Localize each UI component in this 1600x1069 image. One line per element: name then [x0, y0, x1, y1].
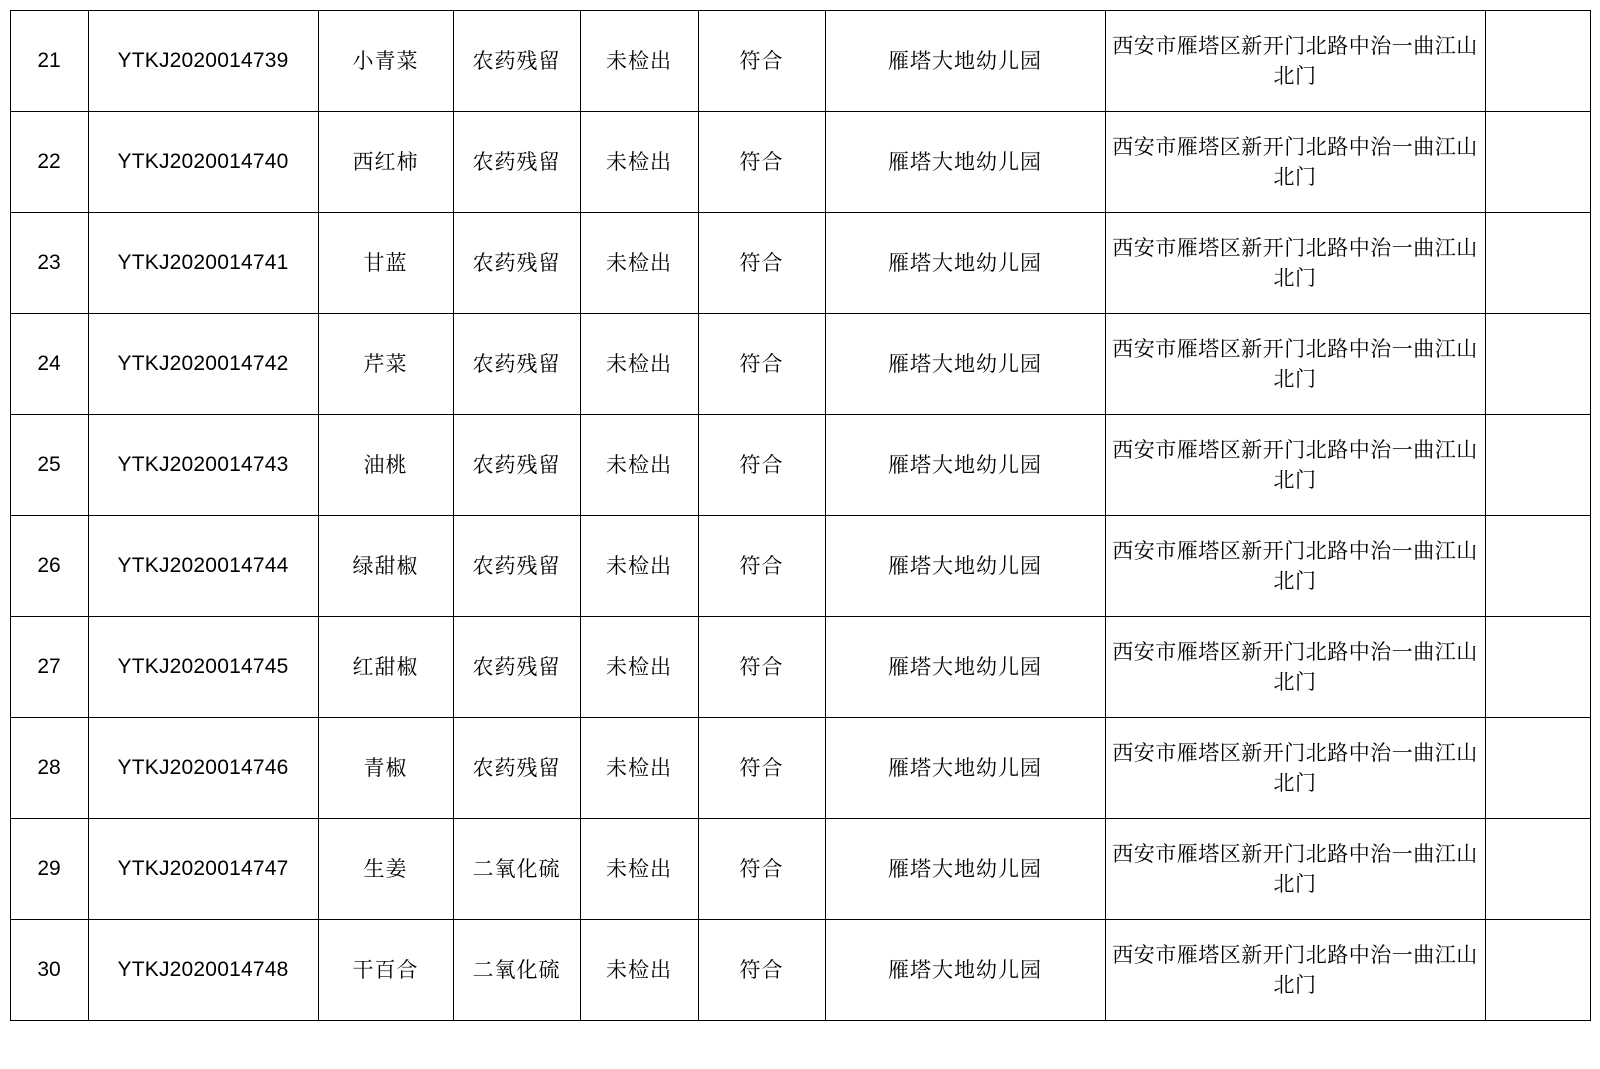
- cell-test-result: 未检出: [580, 718, 698, 819]
- cell-inspected-unit: 雁塔大地幼儿园: [825, 617, 1105, 718]
- cell-sample-name: 油桃: [318, 415, 453, 516]
- cell-test-result: 未检出: [580, 516, 698, 617]
- cell-index: 22: [10, 112, 88, 213]
- cell-remark: [1485, 516, 1590, 617]
- cell-address: 西安市雁塔区新开门北路中治一曲江山北门: [1105, 314, 1485, 415]
- table-row: [10, 314, 1590, 415]
- cell-inspected-unit: 雁塔大地幼儿园: [825, 920, 1105, 1021]
- cell-test-item: 农药残留: [453, 415, 580, 516]
- cell-address: 西安市雁塔区新开门北路中治一曲江山北门: [1105, 213, 1485, 314]
- cell-remark: [1485, 819, 1590, 920]
- cell-inspected-unit: 雁塔大地幼儿园: [825, 11, 1105, 112]
- cell-test-result: 未检出: [580, 112, 698, 213]
- cell-sample-code: YTKJ2020014739: [88, 11, 318, 112]
- cell-verdict: 符合: [698, 516, 825, 617]
- cell-sample-code: YTKJ2020014747: [88, 819, 318, 920]
- cell-sample-name: 绿甜椒: [318, 516, 453, 617]
- cell-remark: [1485, 617, 1590, 718]
- table-row: [10, 213, 1590, 314]
- cell-verdict: 符合: [698, 213, 825, 314]
- cell-verdict: 符合: [698, 112, 825, 213]
- cell-test-result: 未检出: [580, 314, 698, 415]
- cell-sample-code: YTKJ2020014744: [88, 516, 318, 617]
- cell-remark: [1485, 415, 1590, 516]
- cell-test-result: 未检出: [580, 415, 698, 516]
- table-row: [10, 11, 1590, 112]
- cell-address: 西安市雁塔区新开门北路中治一曲江山北门: [1105, 516, 1485, 617]
- cell-address: 西安市雁塔区新开门北路中治一曲江山北门: [1105, 718, 1485, 819]
- cell-test-item: 农药残留: [453, 718, 580, 819]
- table-row: [10, 819, 1590, 920]
- cell-sample-code: YTKJ2020014743: [88, 415, 318, 516]
- cell-remark: [1485, 314, 1590, 415]
- cell-test-result: 未检出: [580, 819, 698, 920]
- cell-inspected-unit: 雁塔大地幼儿园: [825, 415, 1105, 516]
- cell-sample-code: YTKJ2020014742: [88, 314, 318, 415]
- cell-index: 25: [10, 415, 88, 516]
- cell-sample-code: YTKJ2020014745: [88, 617, 318, 718]
- cell-sample-name: 青椒: [318, 718, 453, 819]
- table-row: [10, 516, 1590, 617]
- cell-test-item: 二氧化硫: [453, 819, 580, 920]
- cell-inspected-unit: 雁塔大地幼儿园: [825, 819, 1105, 920]
- cell-sample-name: 芹菜: [318, 314, 453, 415]
- cell-remark: [1485, 718, 1590, 819]
- cell-index: 21: [10, 11, 88, 112]
- table-row: [10, 718, 1590, 819]
- cell-verdict: 符合: [698, 415, 825, 516]
- cell-remark: [1485, 213, 1590, 314]
- cell-test-item: 农药残留: [453, 213, 580, 314]
- cell-address: 西安市雁塔区新开门北路中治一曲江山北门: [1105, 112, 1485, 213]
- cell-test-item: 农药残留: [453, 516, 580, 617]
- cell-test-result: 未检出: [580, 11, 698, 112]
- cell-verdict: 符合: [698, 718, 825, 819]
- cell-address: 西安市雁塔区新开门北路中治一曲江山北门: [1105, 617, 1485, 718]
- cell-address: 西安市雁塔区新开门北路中治一曲江山北门: [1105, 415, 1485, 516]
- cell-verdict: 符合: [698, 314, 825, 415]
- cell-address: 西安市雁塔区新开门北路中治一曲江山北门: [1105, 11, 1485, 112]
- cell-sample-name: 甘蓝: [318, 213, 453, 314]
- cell-verdict: 符合: [698, 920, 825, 1021]
- cell-index: 23: [10, 213, 88, 314]
- cell-sample-name: 西红柿: [318, 112, 453, 213]
- cell-test-item: 农药残留: [453, 617, 580, 718]
- cell-test-item: 农药残留: [453, 314, 580, 415]
- cell-inspected-unit: 雁塔大地幼儿园: [825, 314, 1105, 415]
- cell-index: 26: [10, 516, 88, 617]
- table-body: [10, 11, 1590, 1021]
- cell-remark: [1485, 112, 1590, 213]
- table-row: [10, 920, 1590, 1021]
- cell-test-result: 未检出: [580, 213, 698, 314]
- cell-sample-code: YTKJ2020014741: [88, 213, 318, 314]
- cell-inspected-unit: 雁塔大地幼儿园: [825, 112, 1105, 213]
- inspection-results-table: [10, 10, 1591, 1021]
- cell-sample-name: 红甜椒: [318, 617, 453, 718]
- cell-test-item: 农药残留: [453, 112, 580, 213]
- cell-verdict: 符合: [698, 819, 825, 920]
- cell-address: 西安市雁塔区新开门北路中治一曲江山北门: [1105, 819, 1485, 920]
- cell-index: 29: [10, 819, 88, 920]
- cell-test-item: 农药残留: [453, 11, 580, 112]
- cell-index: 30: [10, 920, 88, 1021]
- cell-verdict: 符合: [698, 11, 825, 112]
- cell-sample-code: YTKJ2020014740: [88, 112, 318, 213]
- cell-inspected-unit: 雁塔大地幼儿园: [825, 516, 1105, 617]
- cell-sample-name: 干百合: [318, 920, 453, 1021]
- cell-verdict: 符合: [698, 617, 825, 718]
- cell-sample-code: YTKJ2020014746: [88, 718, 318, 819]
- cell-index: 24: [10, 314, 88, 415]
- table-row: [10, 617, 1590, 718]
- table-row: [10, 415, 1590, 516]
- cell-sample-name: 生姜: [318, 819, 453, 920]
- cell-address: 西安市雁塔区新开门北路中治一曲江山北门: [1105, 920, 1485, 1021]
- cell-inspected-unit: 雁塔大地幼儿园: [825, 213, 1105, 314]
- cell-index: 28: [10, 718, 88, 819]
- cell-inspected-unit: 雁塔大地幼儿园: [825, 718, 1105, 819]
- table-row: [10, 112, 1590, 213]
- cell-sample-code: YTKJ2020014748: [88, 920, 318, 1021]
- cell-remark: [1485, 11, 1590, 112]
- cell-sample-name: 小青菜: [318, 11, 453, 112]
- cell-test-item: 二氧化硫: [453, 920, 580, 1021]
- cell-test-result: 未检出: [580, 920, 698, 1021]
- cell-test-result: 未检出: [580, 617, 698, 718]
- cell-remark: [1485, 920, 1590, 1021]
- cell-index: 27: [10, 617, 88, 718]
